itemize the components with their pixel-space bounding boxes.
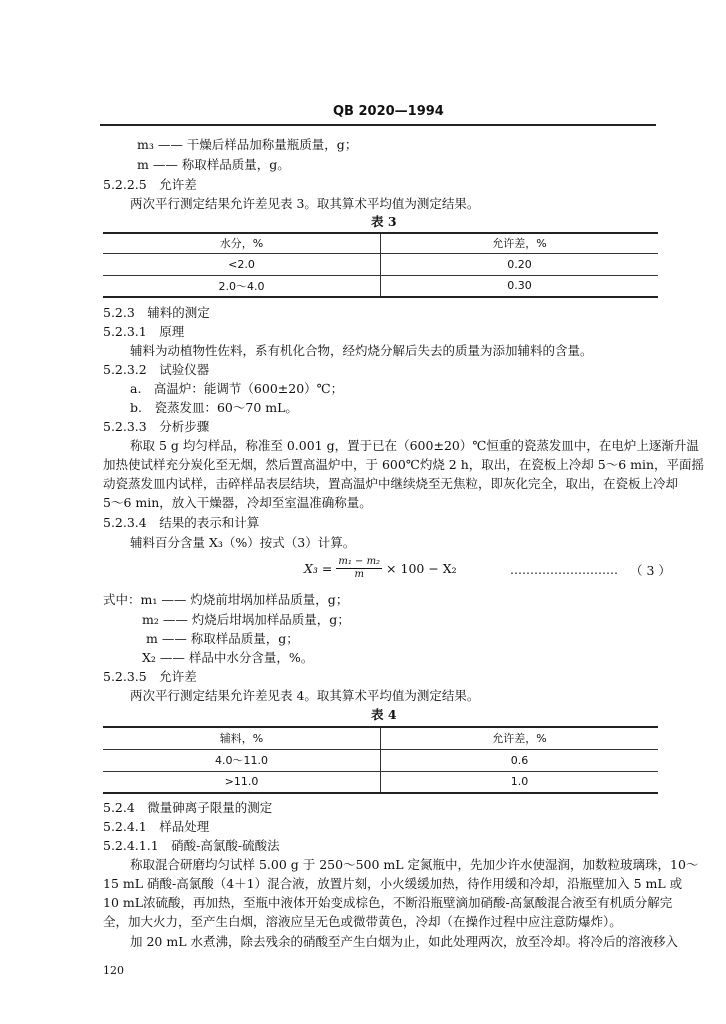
- header-rule: [100, 124, 656, 126]
- table-row: [103, 275, 658, 297]
- paragraph-line: 5～6 min，放入干燥器，冷却至室温准确称量。: [103, 495, 372, 510]
- definition-line: m —— 称取样品质量，g；: [146, 631, 299, 646]
- section-heading: 5.2.4.1 样品处理: [103, 819, 210, 834]
- table-4: [103, 726, 658, 794]
- definition-line: m₂ —— 灼烧后坩埚加样品质量，g；: [142, 612, 350, 627]
- paragraph: 两次平行测定结果允许差见表 4。取其算术平均值为测定结果。: [130, 688, 480, 703]
- table-cell: 4.0～11.0: [103, 749, 381, 771]
- definition-line: X₂ —— 样品中水分含量，%。: [142, 650, 314, 665]
- table-cell: 2.0～4.0: [103, 275, 381, 297]
- list-item: b. 瓷蒸发皿：60～70 mL。: [130, 400, 298, 415]
- formula-leader-dots: ………………………: [510, 563, 618, 577]
- table-row: [103, 749, 658, 771]
- table-header-cell: 辅料，%: [103, 727, 381, 749]
- paragraph-line: 称取 5 g 均匀样品，称准至 0.001 g，置于已在（600±20）℃恒重的瓷蒸发皿中，在电炉上逐渐升温: [130, 438, 699, 453]
- section-heading: 5.2.3.2 试验仪器: [103, 362, 210, 377]
- table-cell: 0.30: [381, 275, 659, 297]
- formula-denominator: m: [354, 569, 364, 580]
- section-heading: 5.2.2.5 允许差: [103, 177, 197, 192]
- section-heading: 5.2.3.4 结果的表示和计算: [103, 515, 260, 530]
- paragraph-line: 全，加大火力，至产生白烟，溶液应呈无色或微带黄色，冷却（在操作过程中应注意防爆炸）。: [103, 914, 622, 929]
- formula-fraction: [336, 556, 382, 581]
- table-cell: <2.0: [103, 253, 381, 275]
- table-caption: 表 3: [371, 214, 397, 229]
- table-header-cell: 允许差，%: [381, 727, 659, 749]
- paragraph: 辅料百分含量 X₃（%）按式（3）计算。: [130, 535, 356, 550]
- paragraph: 两次平行测定结果允许差见表 3。取其算术平均值为测定结果。: [130, 196, 480, 211]
- table-row: [103, 253, 658, 275]
- section-heading: 5.2.4 微量砷离子限量的测定: [103, 800, 273, 815]
- table-3: [103, 232, 658, 298]
- formula-3: [304, 556, 457, 581]
- paragraph-line: 动瓷蒸发皿内试样，击碎样品表层结块，置高温炉中继续烧至无焦粒，即灰化完全，取出，在瓷板上冷却: [103, 476, 679, 491]
- table-row: [103, 771, 658, 793]
- page-number: 120: [103, 964, 124, 977]
- definition-line: m —— 称取样品质量，g。: [137, 157, 290, 172]
- table-header-cell: 允许差，%: [381, 233, 659, 253]
- list-item: a. 高温炉：能调节（600±20）℃；: [130, 381, 344, 396]
- table-caption: 表 4: [371, 707, 397, 722]
- paragraph-line: 10 mL浓硫酸，再加热，至瓶中液体开始变成棕色，不断沿瓶壁滴加硝酸-高氯酸混合液至有机质分解完: [103, 895, 673, 910]
- paragraph-line: 加热使试样充分炭化至无烟，然后置高温炉中，于 600℃灼烧 2 h，取出，在瓷板上冷却 5～6 min，平面摇: [103, 457, 705, 472]
- section-heading: 5.2.3 辅料的测定: [103, 305, 210, 320]
- section-heading: 5.2.4.1.1 硝酸-高氯酸-硫酸法: [103, 838, 280, 853]
- table-cell: 0.20: [381, 253, 659, 275]
- document-header: QB 2020—1994: [333, 104, 444, 119]
- formula-lhs: X₃ =: [304, 561, 333, 576]
- paragraph: 辅料为动植物性佐料，系有机化合物，经灼烧分解后失去的质量为添加辅料的含量。: [130, 343, 593, 358]
- paragraph-line: 加 20 mL 水煮沸，除去残余的硝酸至产生白烟为止，如此处理两次，放至冷却。将冷后的溶液移入: [130, 934, 678, 949]
- paragraph-line: 称取混合研磨均匀试样 5.00 g 于 250～500 mL 定氮瓶中，先加少许水使湿润，加数粒玻璃珠，10～: [130, 857, 699, 872]
- table-cell: >11.0: [103, 771, 381, 793]
- table-cell: 1.0: [381, 771, 659, 793]
- formula-numerator: m₁ − m₂: [338, 556, 381, 567]
- formula-number: （ 3 ）: [630, 563, 671, 578]
- paragraph-line: 15 mL 硝酸-高氯酸（4＋1）混合液，放置片刻，小火缓缓加热，待作用缓和冷却，沿瓶壁加入 5 mL 或: [103, 876, 683, 891]
- definition-line: m₃ —— 干燥后样品加称量瓶质量，g；: [137, 137, 358, 152]
- table-cell: 0.6: [381, 749, 659, 771]
- section-heading: 5.2.3.3 分析步骤: [103, 419, 210, 434]
- section-heading: 5.2.3.1 原理: [103, 324, 185, 339]
- formula-rhs: × 100 − X₂: [386, 561, 457, 576]
- section-heading: 5.2.3.5 允许差: [103, 669, 197, 684]
- definition-line: 式中：m₁ —— 灼烧前坩埚加样品质量，g；: [103, 592, 349, 607]
- table-header-cell: 水分，%: [103, 233, 381, 253]
